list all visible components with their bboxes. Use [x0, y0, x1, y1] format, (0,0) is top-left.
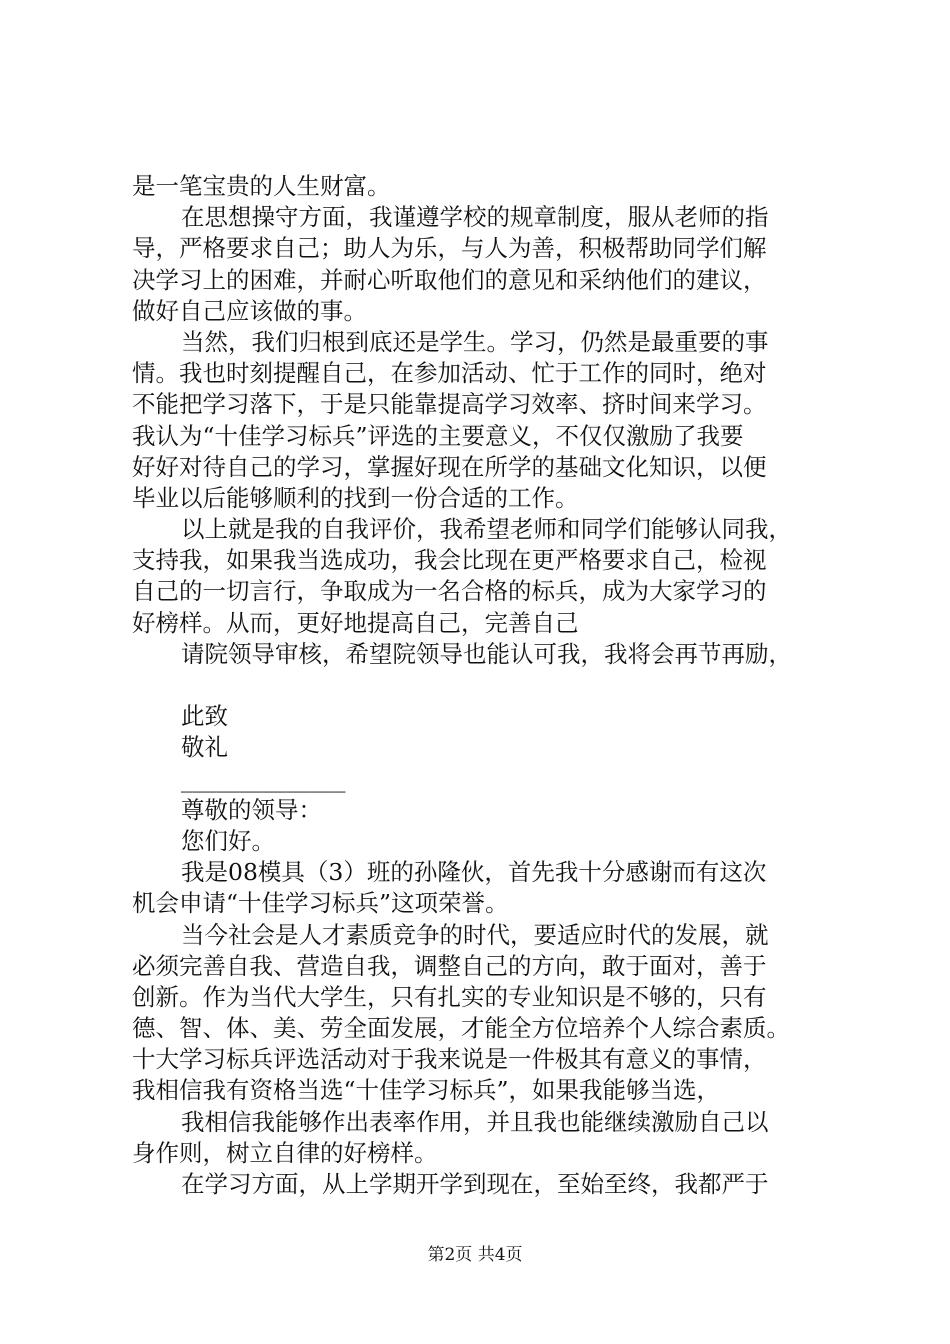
text-line: 当然，我们归根到底还是学生。学习，仍然是最重要的事: [181, 327, 769, 356]
text-line: 好好对待自己的学习，掌握好现在所学的基础文化知识，以便: [132, 452, 767, 481]
closing-line: 敬礼: [181, 733, 228, 762]
text-line: 我相信我有资格当选“十佳学习标兵”，如果我能够当选，: [132, 1076, 721, 1105]
text-line: 情。我也时刻提醒自己，在参加活动、忙于工作的同时，绝对: [132, 359, 767, 388]
text-line: 创新。作为当代大学生，只有扎实的专业知识是不够的，只有: [132, 982, 767, 1011]
salutation: 尊敬的领导：: [181, 795, 322, 824]
text-line: 决学习上的困难，并耐心听取他们的意见和采纳他们的建议，: [132, 265, 767, 294]
text-line: 我认为“十佳学习标兵”评选的主要意义，不仅仅激励了我要: [132, 421, 744, 450]
text-line: 支持我，如果我当选成功，我会比现在更严格要求自己，检视: [132, 546, 767, 575]
separator-line: ______________: [181, 764, 346, 793]
document-body: [132, 171, 832, 1200]
text-line: 我相信我能够作出表率作用，并且我也能继续激励自己以: [181, 1107, 769, 1136]
text-line: 在学习方面，从上学期开学到现在，至始至终，我都严于: [181, 1170, 769, 1198]
text-line: 我是08模具（3）班的孙隆伙，首先我十分感谢而有这次: [181, 858, 767, 887]
text-line: 当今社会是人才素质竞争的时代，要适应时代的发展，就: [181, 920, 769, 949]
text-line: 德、智、体、美、劳全面发展，才能全方位培养个人综合素质。: [132, 1014, 790, 1043]
text-line: 好榜样。从而，更好地提高自己，完善自己: [132, 608, 579, 637]
text-line: 导，严格要求自己；助人为乐，与人为善，积极帮助同学们解: [132, 234, 767, 263]
text-line: 请院领导审核，希望院领导也能认可我，我将会再节再励，: [181, 639, 792, 668]
text-line: 自己的一切言行，争取成为一名合格的标兵，成为大家学习的: [132, 577, 767, 606]
greeting: 您们好。: [181, 826, 275, 855]
text-line: 做好自己应该做的事。: [132, 296, 367, 325]
text-line: 不能把学习落下，于是只能靠提高学习效率、挤时间来学习。: [132, 390, 767, 419]
text-line: 以上就是我的自我评价，我希望老师和同学们能够认同我，: [181, 515, 792, 544]
page-footer: 第2页 共4页: [427, 1245, 523, 1265]
text-line: 是一笔宝贵的人生财富。: [132, 172, 391, 200]
text-line: 身作则，树立自律的好榜样。: [132, 1138, 438, 1167]
text-line: 毕业以后能够顺利的找到一份合适的工作。: [132, 483, 579, 512]
text-line: 机会申请“十佳学习标兵”这项荣誉。: [132, 889, 509, 918]
closing-line: 此致: [181, 702, 228, 731]
text-line: 十大学习标兵评选活动对于我来说是一件极其有意义的事情，: [132, 1045, 767, 1074]
text-line: 必须完善自我、营造自我，调整自己的方向，敢于面对，善于: [132, 951, 767, 980]
text-line: 在思想操守方面，我谨遵学校的规章制度，服从老师的指: [181, 203, 769, 232]
blank-line: [132, 670, 832, 701]
